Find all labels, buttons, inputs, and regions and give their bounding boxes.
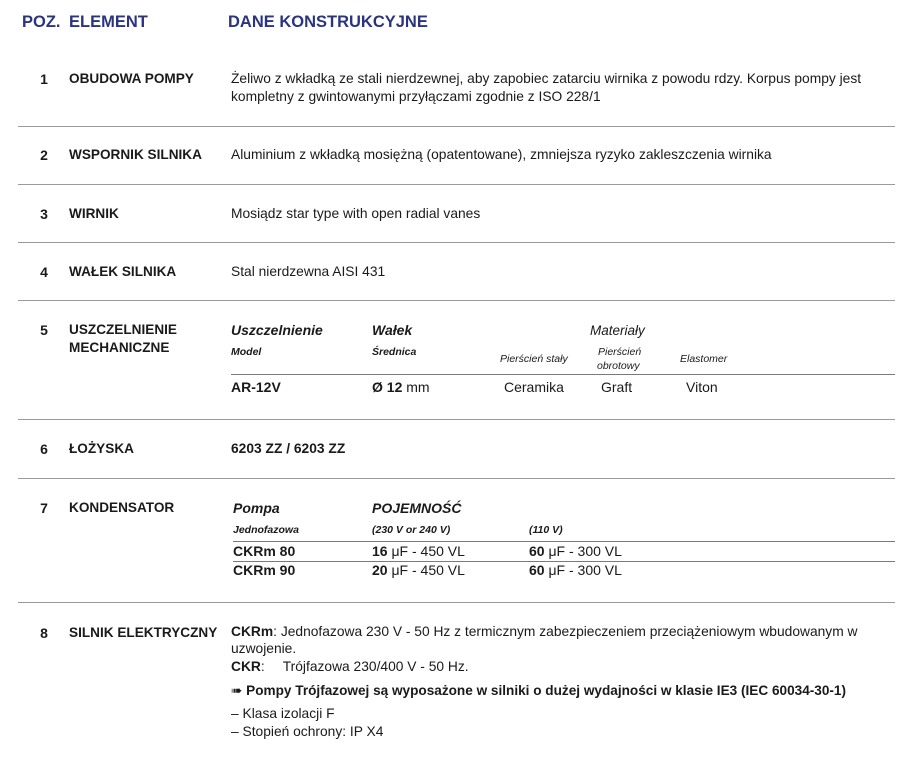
cap-row-pompa: CKRm 80 — [233, 543, 296, 559]
seal-header-pierscien-obrotowy-2: obrotowy — [597, 360, 640, 372]
motor-ie3-note-line — [231, 683, 846, 699]
cap-row-value-110 — [529, 543, 622, 559]
motor-ckrm-text: : Jednofazowa 230 V - 50 Hz z termicznym zabezpieczeniem przeciążeniowym wbudowanym w — [273, 624, 858, 639]
seal-model-value: AR-12V — [231, 379, 281, 395]
row-divider — [18, 419, 895, 420]
seal-header-walek: Wałek — [372, 322, 413, 338]
element-description: Aluminium z wkładką mosiężną (opatentowane), zmniejsza ryzyko zakleszczenia wirnika — [231, 147, 772, 162]
cap-row-value-230 — [372, 562, 465, 578]
seal-header-pierscien-staly: Pierścień stały — [500, 353, 568, 365]
header-dane-konstrukcyjne: DANE KONSTRUKCYJNE — [228, 13, 428, 31]
row-divider — [18, 126, 895, 127]
motor-bullet-insulation: – Klasa izolacji F — [231, 706, 335, 721]
motor-ckr-colon: : — [260, 659, 265, 674]
motor-ckrm-label: CKRm — [231, 624, 274, 639]
cap-value-number: 60 — [529, 562, 545, 578]
header-element: ELEMENT — [69, 13, 148, 31]
cap-header-110v: (110 V) — [529, 524, 563, 536]
row-divider — [18, 478, 895, 479]
cap-header-230v: (230 V or 240 V) — [372, 524, 451, 536]
motor-bullet-protection: – Stopień ochrony: IP X4 — [231, 724, 384, 739]
motor-ckrm-text-continued: uzwojenie. — [231, 641, 297, 656]
element-description: Mosiądz star type with open radial vanes — [231, 206, 481, 221]
motor-ie3-note: Pompy Trójfazowej są wyposażone w silniki o dużej wydajności w klasie IE3 (IEC 60034-30-1) — [246, 683, 847, 698]
seal-obrotowy-value: Graft — [601, 379, 633, 395]
element-name: WSPORNIK SILNIKA — [69, 147, 202, 162]
element-name: WAŁEK SILNIKA — [69, 264, 177, 279]
row-number: 7 — [40, 500, 48, 516]
seal-header-pierscien-obrotowy-1: Pierścień — [598, 346, 642, 358]
row-number: 4 — [40, 264, 48, 280]
row-number: 3 — [40, 206, 48, 222]
motor-ckrm-line — [231, 624, 858, 639]
cap-value-number: 16 — [372, 543, 388, 559]
seal-elastomer-value: Viton — [686, 379, 718, 395]
cap-value-unit: μF - 300 VL — [548, 562, 622, 578]
seal-header-srednica: Średnica — [372, 346, 417, 358]
element-description: Żeliwo z wkładką ze stali nierdzewnej, aby zapobiec zatarciu wirnika z powodu rdzy. Korpus pompy jest kompletny z gwintowanymi przyłączami zgodnie z ISO 228/1 — [231, 71, 862, 104]
element-name: ŁOŻYSKA — [69, 441, 134, 456]
row-number: 2 — [40, 147, 48, 163]
seal-header-uszczelnienie: Uszczelnienie — [231, 322, 323, 338]
row-number: 1 — [40, 71, 48, 87]
arrow-right-icon: ➠ — [231, 683, 243, 698]
row-divider — [18, 602, 895, 603]
element-name: SILNIK ELEKTRYCZNY — [69, 625, 218, 640]
cap-value-unit: μF - 450 VL — [391, 543, 465, 559]
seal-header-model: Model — [231, 346, 262, 358]
row-number: 6 — [40, 441, 48, 457]
row-divider — [18, 242, 895, 243]
row-divider — [18, 184, 895, 185]
header-poz: POZ. — [22, 13, 61, 31]
motor-ckr-line — [231, 659, 469, 674]
element-description: Stal nierdzewna AISI 431 — [231, 264, 386, 279]
cap-header-jednofazowa: Jednofazowa — [233, 524, 299, 536]
cap-value-number: 60 — [529, 543, 545, 559]
element-name: KONDENSATOR — [69, 500, 175, 515]
cap-row-value-110 — [529, 562, 622, 578]
cap-table-divider — [233, 541, 895, 542]
cap-row-pompa: CKRm 90 — [233, 562, 296, 578]
cap-value-number: 20 — [372, 562, 388, 578]
seal-srednica-unit: mm — [406, 379, 430, 395]
motor-ckr-text: Trójfazowa 230/400 V - 50 Hz. — [282, 659, 469, 674]
element-name: OBUDOWA POMPY — [69, 71, 194, 86]
element-description: 6203 ZZ / 6203 ZZ — [231, 441, 346, 456]
seal-header-materialy: Materiały — [590, 323, 645, 338]
seal-srednica-value — [372, 379, 430, 395]
cap-value-unit: μF - 450 VL — [391, 562, 465, 578]
motor-ckr-label: CKR — [231, 659, 261, 674]
element-name: WIRNIK — [69, 206, 119, 221]
seal-header-elastomer: Elastomer — [680, 353, 728, 365]
seal-staly-value: Ceramika — [504, 379, 564, 395]
element-name-line2: MECHANICZNE — [69, 340, 170, 355]
cap-row-value-230 — [372, 543, 465, 559]
row-number: 5 — [40, 322, 48, 338]
row-divider — [18, 300, 895, 301]
seal-srednica-number: Ø 12 — [372, 379, 403, 395]
cap-header-pojemnosc: POJEMNOŚĆ — [372, 500, 462, 516]
cap-value-unit: μF - 300 VL — [548, 543, 622, 559]
row-number: 8 — [40, 625, 48, 641]
cap-header-pompa: Pompa — [233, 500, 280, 516]
element-name-line1: USZCZELNIENIE — [69, 322, 177, 337]
seal-table-divider — [231, 374, 895, 375]
